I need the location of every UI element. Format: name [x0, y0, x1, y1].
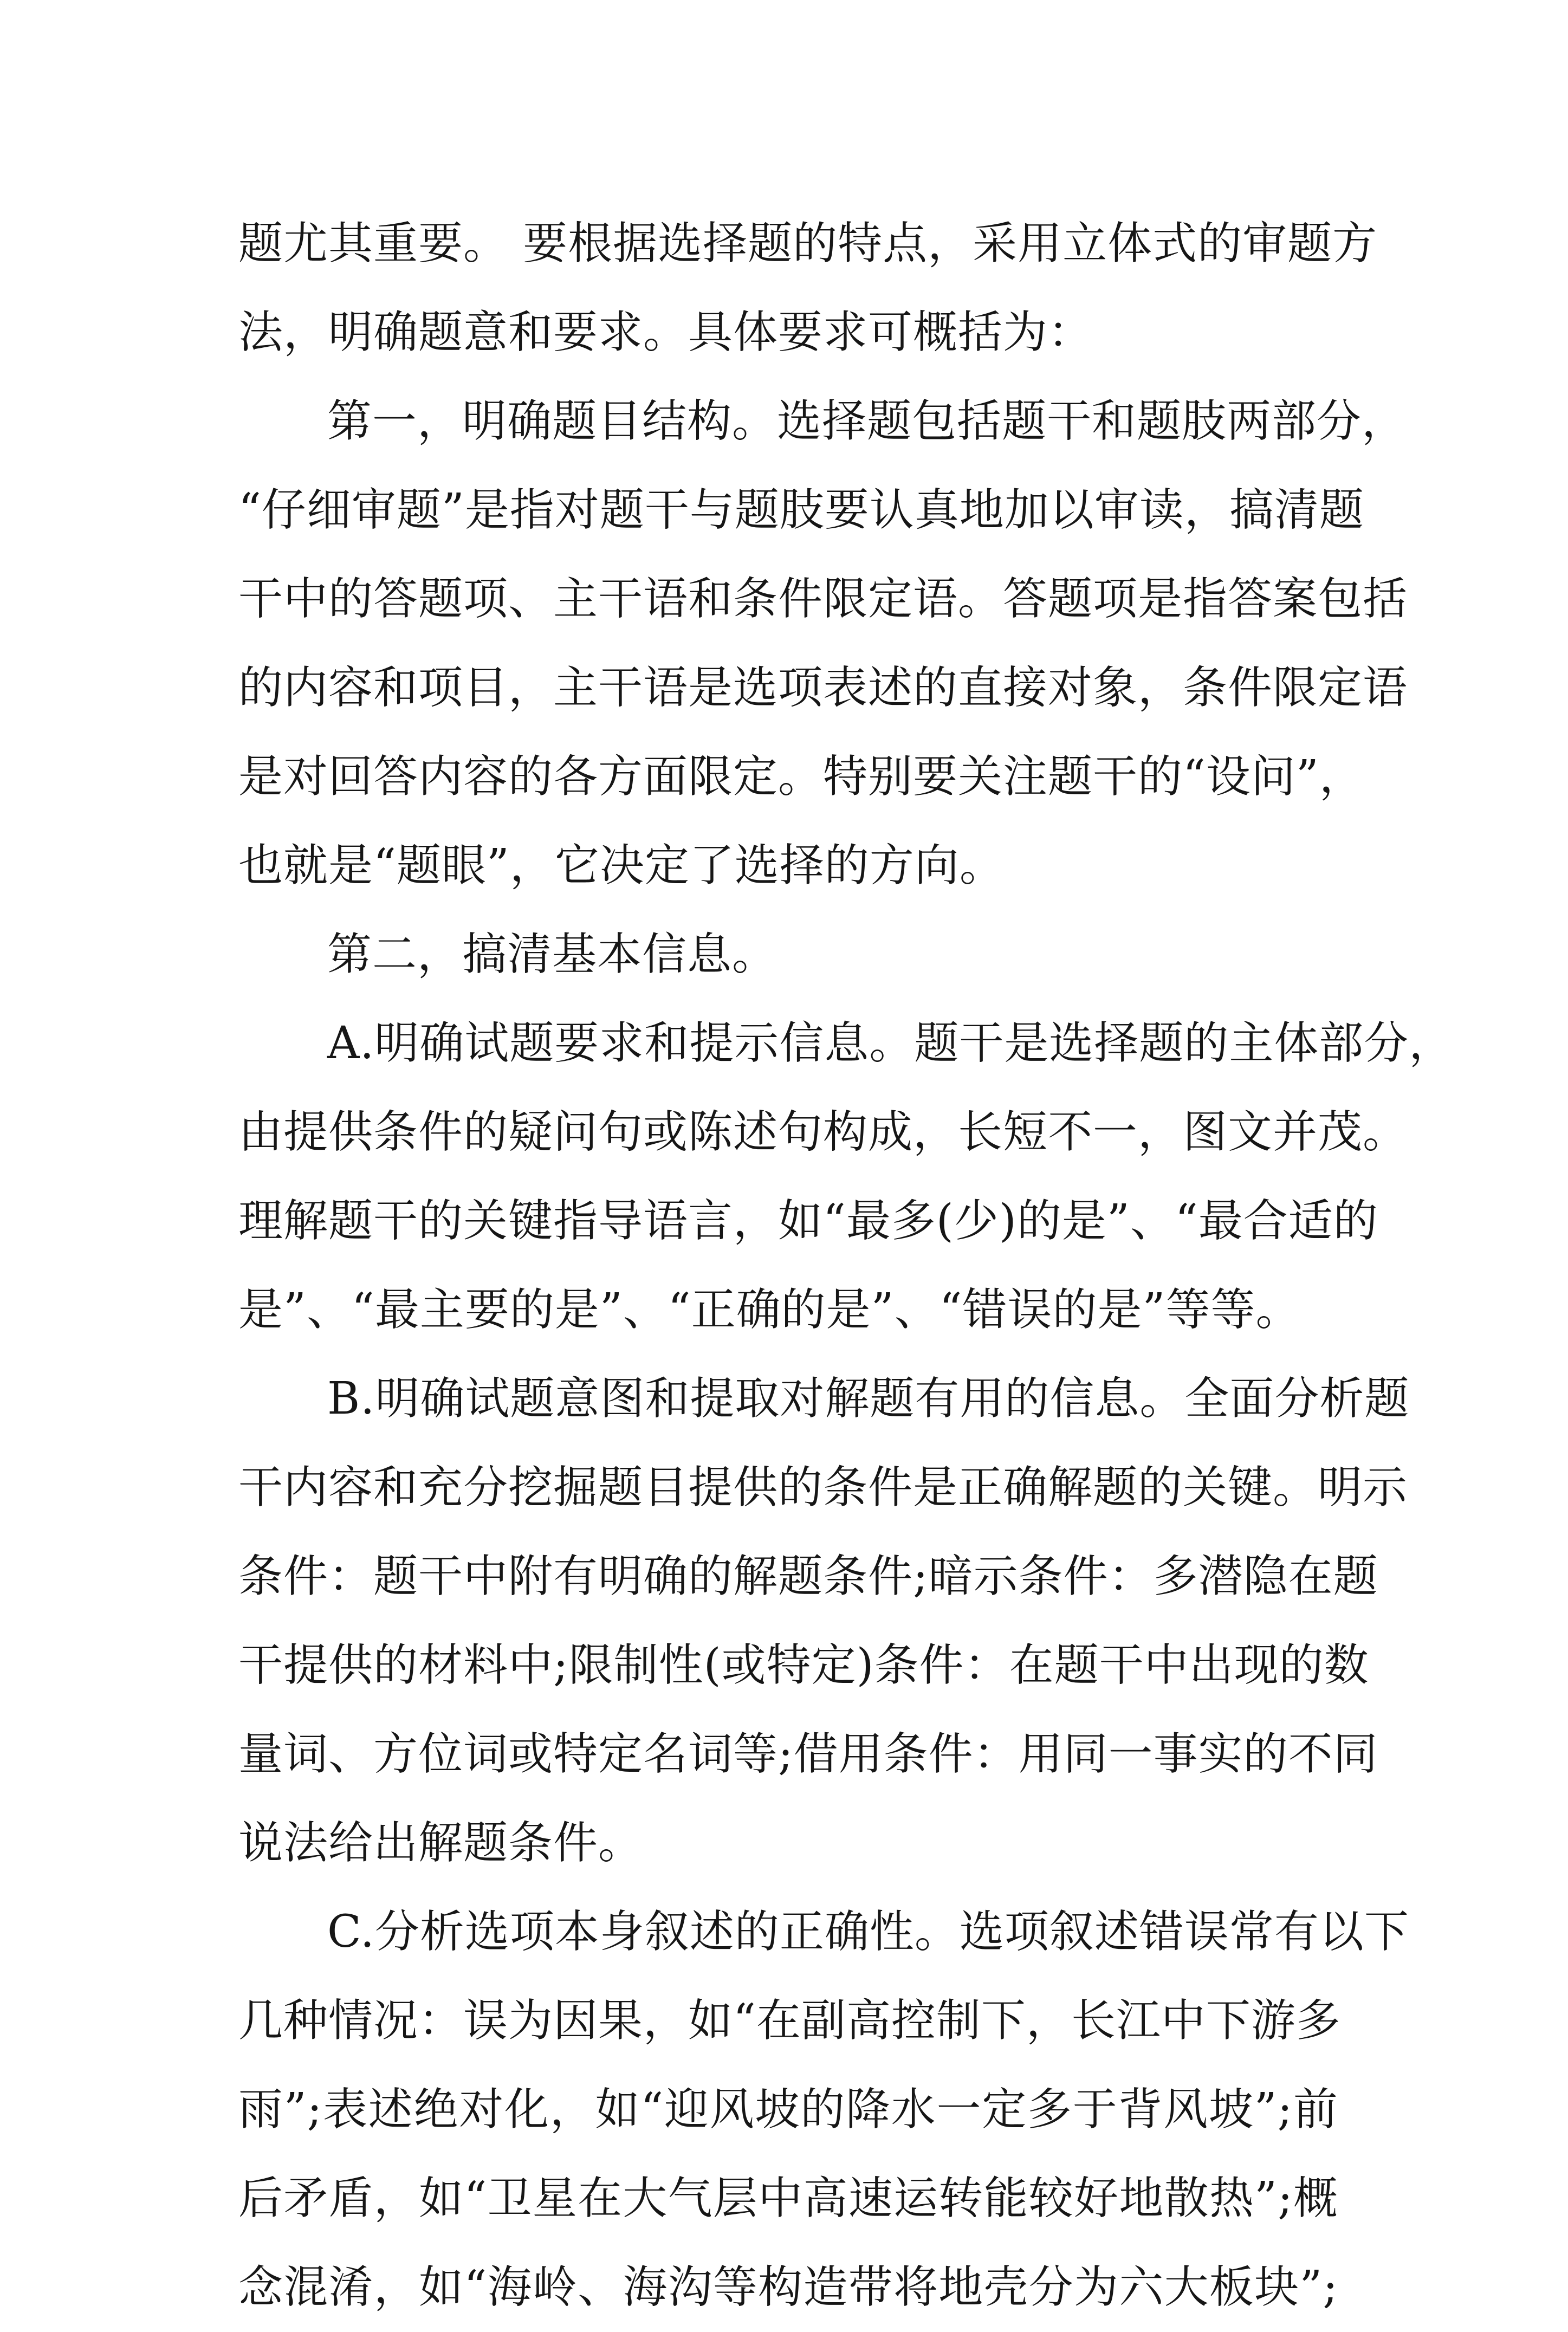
text-line: 干中的答题项、主干语和条件限定语。答题项是指答案包括: [238, 573, 1408, 625]
text-line: 也就是“题眼”，它决定了选择的方向。: [238, 840, 1005, 891]
text-line: 量词、方位词或特定名词等;借用条件：用同一事实的不同: [238, 1728, 1378, 1780]
text-line: 由提供条件的疑问句或陈述句构成，长短不一，图文并茂。: [238, 1106, 1408, 1158]
body-text: [238, 199, 1454, 2332]
text-line: 法，明确题意和要求。具体要求可概括为：: [238, 307, 1093, 358]
text-line: 是”、“最主要的是”、“正确的是”、“错误的是”等等。: [238, 1284, 1301, 1336]
paragraph-first-line: B.明确试题意图和提取对解题有用的信息。全面分析题: [327, 1373, 1410, 1424]
paragraph-first-line: A.明确试题要求和提示信息。题干是选择题的主体部分，: [327, 1018, 1454, 1069]
text-line: 条件：题干中附有明确的解题条件;暗示条件：多潜隐在题: [238, 1551, 1378, 1602]
paragraph-first-line: 第一，明确题目结构。选择题包括题干和题肢两部分，: [327, 396, 1407, 447]
text-line: 题尤其重要。 要根据选择题的特点，采用立体式的审题方: [238, 218, 1378, 269]
text-line: 理解题干的关键指导语言，如“最多(少)的是”、“最合适的: [238, 1195, 1378, 1247]
paragraph-first-line: C.分析选项本身叙述的正确性。选项叙述错误常有以下: [327, 1906, 1409, 1958]
text-line: 几种情况：误为因果，如“在副高控制下，长江中下游多: [238, 1995, 1341, 2046]
text-line: 说法给出解题条件。: [238, 1817, 644, 1869]
text-line: 是对回答内容的各方面限定。特别要关注题干的“设问”，: [238, 751, 1364, 802]
text-line: 干提供的材料中;限制性(或特定)条件：在题干中出现的数: [238, 1640, 1369, 1691]
text-line: 后矛盾，如“卫星在大气层中高速运转能较好地散热”;概: [238, 2173, 1338, 2224]
paragraph-first-line: 第二，搞清基本信息。: [327, 929, 777, 980]
text-line: 雨”;表述绝对化，如“迎风坡的降水一定多于背风坡”;前: [238, 2084, 1338, 2135]
text-line: “仔细审题”是指对题干与题肢要认真地加以审读，搞清题: [238, 484, 1364, 536]
text-line: 念混淆，如“海岭、海沟等构造带将地壳分为六大板块”;: [238, 2262, 1338, 2313]
text-line: 干内容和充分挖掘题目提供的条件是正确解题的关键。明示: [238, 1462, 1408, 1513]
text-line: 的内容和项目，主干语是选项表述的直接对象，条件限定语: [238, 662, 1408, 714]
